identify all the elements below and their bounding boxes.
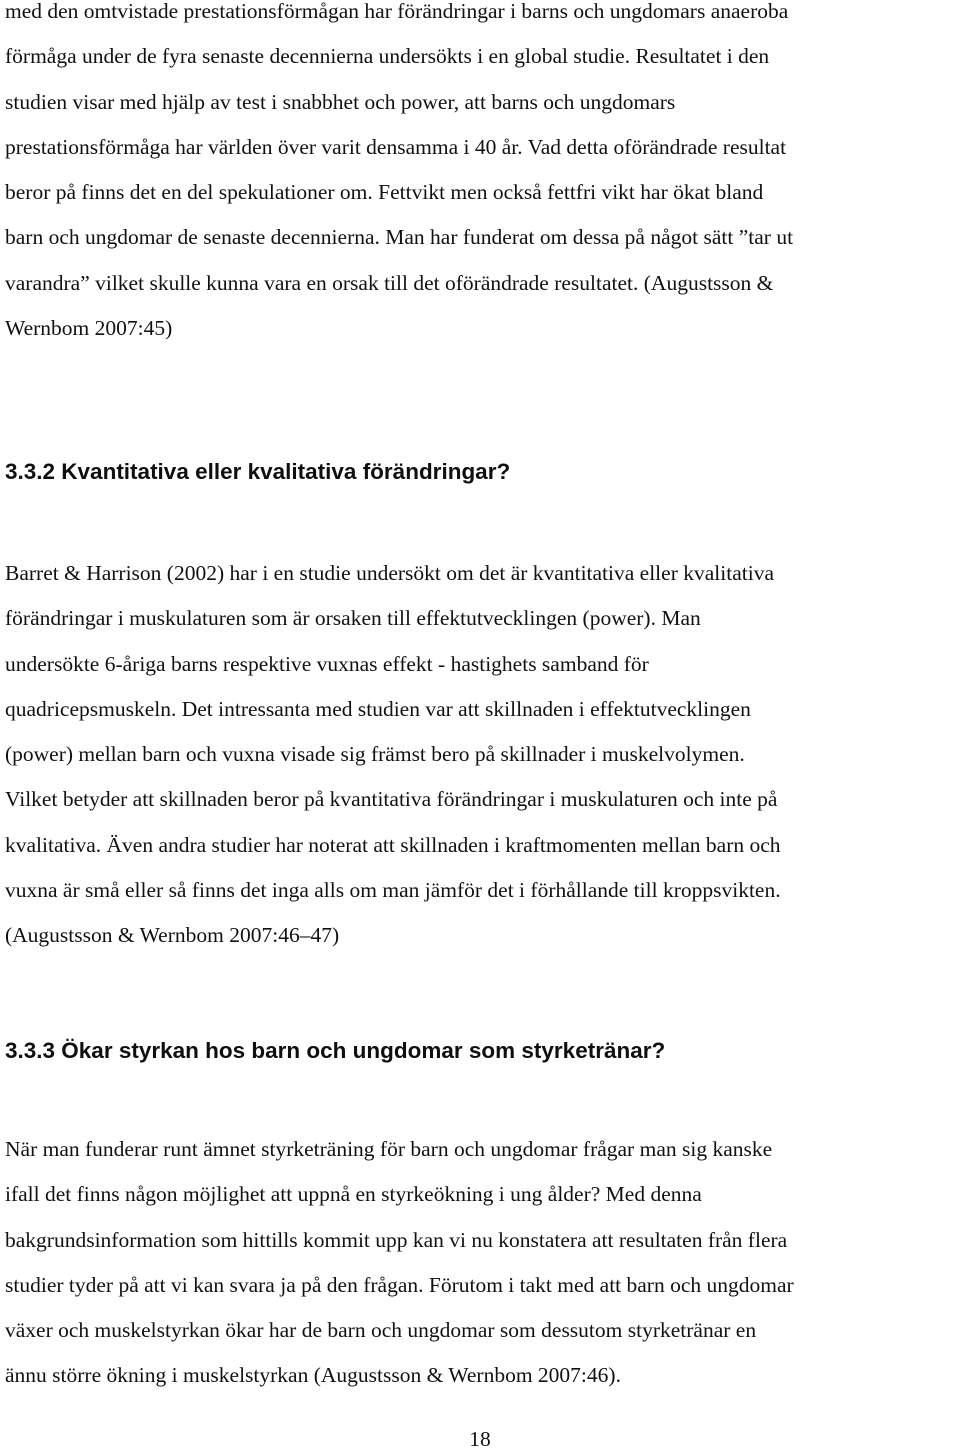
paragraph-styrketraning	[5, 1127, 794, 1399]
text-line: bakgrundsinformation som hittills kommit upp kan vi nu konstatera att resultaten från flera	[5, 1227, 788, 1252]
text-line: förmåga under de fyra senaste decennierna undersökts i en global studie. Resultatet i den	[5, 44, 770, 69]
text-line: vuxna är små eller så finns det inga alls om man jämför det i förhållande till kroppsvikten.	[5, 878, 781, 903]
text-line: Vilket betyder att skillnaden beror på kvantitativa förändringar i muskulaturen och inte på	[5, 787, 778, 812]
text-line: växer och muskelstyrkan ökar har de barn och ungdomar som dessutom styrketränar en	[5, 1318, 757, 1343]
page-number: 18	[469, 1427, 491, 1451]
text-line: (power) mellan barn och vuxna visade sig främst bero på skillnader i muskelvolymen.	[5, 742, 745, 767]
text-line: quadricepsmuskeln. Det intressanta med studien var att skillnaden i effektutvecklingen	[5, 696, 751, 721]
text-line: När man funderar runt ämnet styrketräning för barn och ungdomar frågar man sig kanske	[5, 1137, 773, 1161]
text-line: med den omtvistade prestationsförmågan har förändringar i barns och ungdomars anaeroba	[5, 0, 789, 23]
text-line: ifall det finns någon möjlighet att uppnå en styrkeökning i ung ålder? Med denna	[5, 1182, 702, 1207]
text-line: förändringar i muskulaturen som är orsaken till effektutvecklingen (power). Man	[5, 606, 701, 631]
section-heading-3-3-3: 3.3.3 Ökar styrkan hos barn och ungdomar som styrketränar?	[5, 1038, 666, 1063]
paragraph-kvantitativa	[5, 551, 781, 959]
text-line: studier tyder på att vi kan svara ja på den frågan. Förutom i takt med att barn och ungdomar	[5, 1272, 794, 1297]
paragraph-intro	[5, 0, 793, 351]
text-line: studien visar med hjälp av test i snabbhet och power, att barns och ungdomars	[5, 89, 676, 114]
text-line: (Augustsson & Wernbom 2007:46–47)	[5, 923, 340, 948]
text-line: Wernbom 2007:45)	[5, 316, 173, 341]
text-line: kvalitativa. Även andra studier har noterat att skillnaden i kraftmomenten mellan barn och	[5, 832, 781, 857]
text-line: barn och ungdomar de senaste decennierna. Man har funderat om dessa på något sätt ”tar ut	[5, 225, 794, 250]
text-line: undersökte 6-åriga barns respektive vuxnas effekt - hastighets samband för	[5, 651, 649, 676]
text-line: ännu större ökning i muskelstyrkan (Augustsson & Wernbom 2007:46).	[5, 1363, 621, 1388]
text-line: varandra” vilket skulle kunna vara en orsak till det oförändrade resultatet. (Augustsson &	[5, 270, 774, 295]
text-line: Barret & Harrison (2002) har i en studie undersökt om det är kvantitativa eller kvalitativa	[5, 561, 774, 585]
text-line: beror på finns det en del spekulationer om. Fettvikt men också fettfri vikt har ökat bland	[5, 180, 764, 205]
section-heading-3-3-2: 3.3.2 Kvantitativa eller kvalitativa förändringar?	[5, 459, 511, 484]
text-line: prestationsförmåga har världen över varit densamma i 40 år. Vad detta oförändrade resultat	[5, 134, 787, 159]
